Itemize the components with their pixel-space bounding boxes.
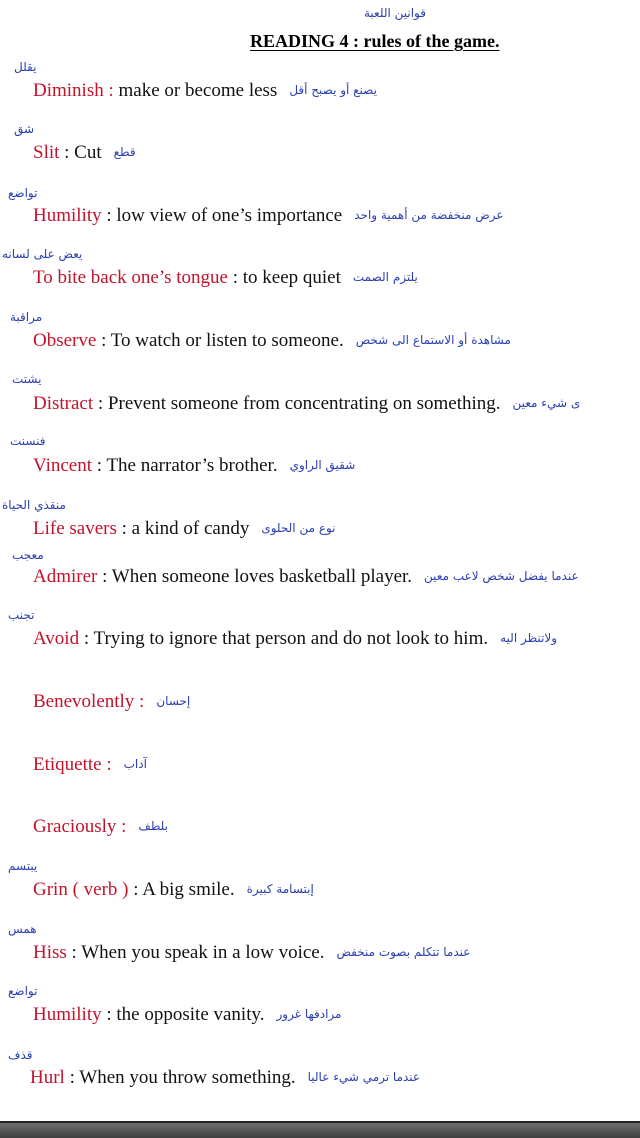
arabic-label: همس [8,922,37,936]
vocab-translation: آداب [123,757,147,771]
bottom-toolbar [0,1121,640,1138]
vocab-translation: إبتسامة كبيرة [246,882,314,896]
vocab-definition: : a kind of candy [116,518,250,539]
vocab-entry [33,816,168,838]
vocab-definition: : When you speak in a low voice. [66,942,325,963]
page-title: READING 4 : rules of the game. [250,31,500,51]
vocab-term: Hiss [33,942,67,963]
vocab-term: Distract [33,393,94,414]
vocab-entry [33,1004,341,1026]
vocab-entry [33,566,579,588]
vocab-definition: : Trying to ignore that person and do not look to him. [79,628,489,649]
vocab-term: Admirer [33,566,98,587]
vocab-term: Graciously : [33,816,127,837]
vocab-term: Slit [33,142,60,163]
vocab-definition: : When someone loves basketball player. [97,566,413,587]
vocab-entry [33,628,557,650]
vocab-translation: مرادفها غرور [276,1007,342,1021]
vocab-translation: قطع [113,145,136,159]
vocab-translation: عندما تتكلم بصوت منخفض [336,945,471,959]
arabic-label: يقلل [14,60,37,74]
vocab-definition: : To watch or listen to someone. [96,330,344,351]
arabic-page-title: قوانين اللعبة [364,6,426,20]
vocab-entry [33,691,190,713]
vocab-definition: : When you throw something. [64,1067,296,1088]
vocab-entry [30,1067,420,1089]
arabic-label: فنسنت [10,434,46,448]
vocab-translation: مشاهدة أو الاستماع الى شخص [355,333,511,347]
vocab-term: Grin ( verb ) [33,879,129,900]
vocab-term: Vincent [33,455,93,476]
vocab-entry [33,267,418,289]
vocab-term: Hurl [30,1067,65,1088]
vocab-term: Diminish : [33,80,114,101]
arabic-label: مراقبة [10,310,43,324]
vocab-term: Observe [33,330,97,351]
arabic-label: يعض على لسانه [2,247,83,261]
vocab-term: Benevolently : [33,691,145,712]
arabic-label: تجنب [8,608,35,622]
vocab-definition: : A big smile. [128,879,235,900]
arabic-label: يشتت [12,372,42,386]
vocab-definition: : The narrator’s brother. [92,455,278,476]
vocab-definition: make or become less [113,80,278,101]
vocab-term: Humility [33,205,102,226]
vocab-entry [33,393,580,415]
vocab-entry [33,942,470,964]
vocab-translation: شقيق الراوي [289,458,356,472]
vocab-definition: : low view of one’s importance [101,205,343,226]
arabic-label: تواضع [8,186,38,200]
vocab-translation: عرض منخفضة من أهمية واحد [354,208,504,222]
vocab-entry [33,205,504,227]
vocab-term: Avoid [33,628,80,649]
vocab-translation: بلطف [138,819,168,833]
vocab-term: To bite back one’s tongue [33,267,228,288]
arabic-label: قذف [8,1048,33,1062]
vocab-translation: ولاتنظر اليه [500,631,558,645]
vocab-entry [33,455,355,477]
vocab-entry [33,330,511,352]
vocab-definition: : Cut [59,142,102,163]
vocab-term: Humility [33,1004,102,1025]
arabic-label: تواضع [8,984,38,998]
vocab-translation: عندما يفضل شخص لاعب معين [424,569,579,583]
vocab-entry [33,754,147,776]
arabic-label: يبتسم [8,859,38,873]
vocab-entry [33,518,336,540]
vocab-translation: نوع من الحلوى [261,521,336,535]
arabic-label: شق [14,122,35,136]
vocab-definition: : Prevent someone from concentrating on something. [93,393,501,414]
vocab-translation: عندما ترمي شيء عاليا [307,1070,421,1084]
vocab-entry [33,879,314,901]
vocab-translation: يلتزم الصمت [352,270,418,284]
vocab-term: Life savers [33,518,117,539]
vocab-translation: إحسان [156,694,191,708]
vocab-definition: : to keep quiet [227,267,341,288]
vocab-translation: ى شيء معين [512,396,581,410]
vocab-translation: يصنع أو يصبح أقل [289,83,377,97]
vocab-term: Etiquette : [33,754,112,775]
vocab-entry [33,80,377,102]
vocab-definition: : the opposite vanity. [101,1004,265,1025]
arabic-label: معجب [12,548,44,562]
arabic-label: منقذي الحياة [2,498,66,512]
vocab-entry [33,142,136,164]
